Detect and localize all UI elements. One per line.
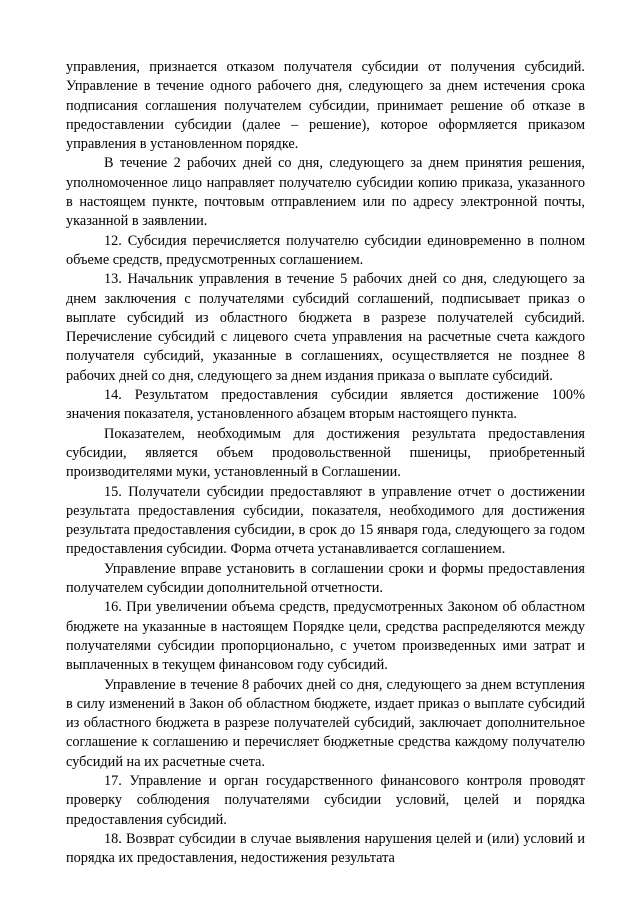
paragraph-indicator: Показателем, необходимым для достижения результата предоставления субсидии, является объем продовольственной пшеницы, приобретенный производителями муки, установленный в Соглашении.: [66, 425, 585, 481]
paragraph-18: 18. Возврат субсидии в случае выявления нарушения целей и (или) условий и порядка их предоставления, недостижения результата: [66, 830, 585, 867]
paragraph-15: 15. Получатели субсидии предоставляют в управление отчет о достижении результата предоставления субсидии, показателя, необходимого для достижения результата предоставления субсидии, в срок до 15 января года, следующего за годом предоставления субсидии. Форма отчета устанавливается соглашением.: [66, 483, 585, 558]
paragraph-16: 16. При увеличении объема средств, предусмотренных Законом об областном бюджете на указанные в настоящем Порядке цели, средства распределяются между получателями субсидии пропорционально, с учетом произведенных ими затрат и выплаченных в текущем финансовом году субсидий.: [66, 599, 585, 674]
paragraph-notification: В течение 2 рабочих дней со дня, следующего за днем принятия решения, уполномоченное лицо направляет получателю субсидии копию приказа, указанного в настоящем пункте, почтовым отправлением или по адресу электронной почты, указанной в заявлении.: [66, 155, 585, 230]
paragraph-reporting: Управление вправе установить в соглашении сроки и формы предоставления получателем субсидии дополнительной отчетности.: [66, 560, 585, 597]
paragraph-14: 14. Результатом предоставления субсидии является достижение 100% значения показателя, установленного абзацем вторым настоящего пункта.: [66, 387, 585, 423]
paragraph-additional-agreement: Управление в течение 8 рабочих дней со дня, следующего за днем вступления в силу изменений в Закон об областном бюджете, издает приказ о выплате субсидий из областного бюджета в разрезе получателей субсидий, заключает дополнительное соглашение к соглашению и перечисляет бюджетные средства каждому получателю субсидий на их расчетные счета.: [66, 676, 585, 770]
paragraph-12: 12. Субсидия перечисляется получателю субсидии единовременно в полном объеме средств, предусмотренных соглашением.: [66, 232, 585, 268]
paragraph-13: 13. Начальник управления в течение 5 рабочих дней со дня, следующего за днем заключения с получателями субсидий соглашений, подписывает приказ о выплате субсидий из областного бюджета в разрезе получателей субсидий. Перечисление субсидий с лицевого счета управления на расчетные счета каждого получателя субсидий, указанные в соглашениях, осуществляется не позднее 8 рабочих дней со дня, следующего за днем издания приказа о выплате субсидий.: [66, 271, 585, 384]
paragraph-17: 17. Управление и орган государственного финансового контроля проводят проверку соблюдения получателями субсидии условий, целей и порядка предоставления субсидий.: [66, 772, 585, 828]
document-page: [66, 58, 585, 868]
paragraph-continuation: управления, признается отказом получателя субсидии от получения субсидий. Управление в течение одного рабочего дня, следующего за днем истечения срока подписания соглашения получателем субсидии, принимает решение об отказе в предоставлении субсидии (далее – решение), которое оформляется приказом управления в установленном порядке.: [66, 59, 585, 153]
